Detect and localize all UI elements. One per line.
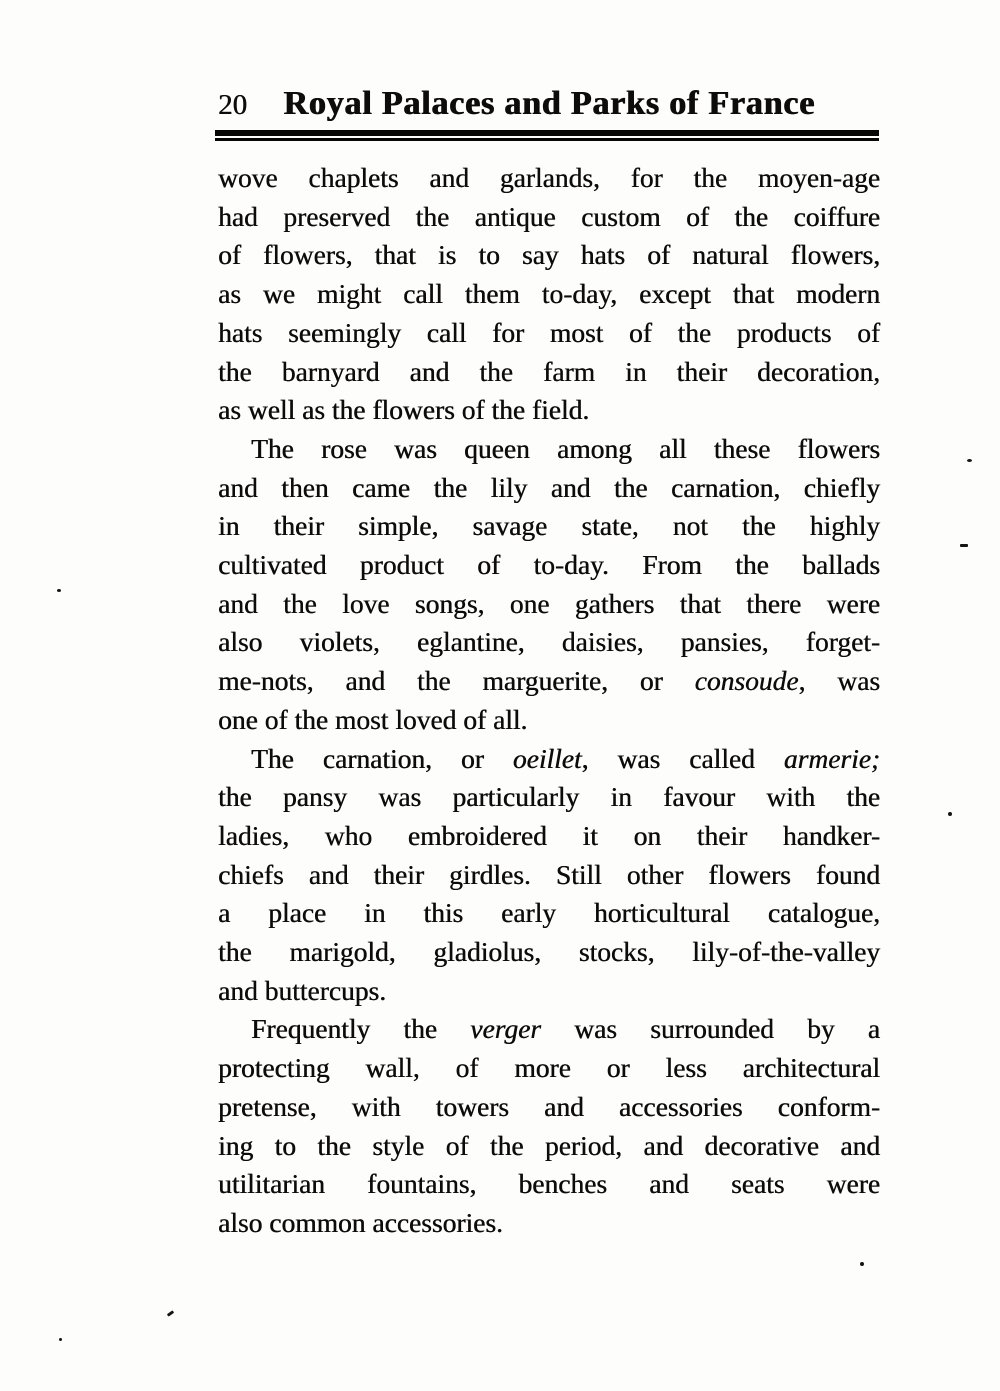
text-line [218,1204,880,1243]
text-segment: cultivated product of to-day. From the ballads [218,549,880,581]
text-line [218,933,880,972]
scan-speck [59,1338,62,1341]
text-segment: of flowers, that is to say hats of natural flowers, [218,239,880,271]
text-segment: , was called [581,742,784,774]
text-segment: hats seemingly call for most of the products of [218,316,880,348]
scan-speck [948,812,952,816]
scan-speck [57,589,61,592]
scan-speck [967,459,972,462]
text-segment: in their simple, savage state, not the highly [218,510,880,542]
italic-term: consoude [694,665,799,697]
text-segment: the barnyard and the farm in their decoration, [218,355,880,387]
text-line [218,817,880,856]
text-line [218,507,880,546]
text-line [218,585,880,624]
text-segment: wove chaplets and garlands, for the moyen-age [218,162,880,193]
page-number: 20 [218,89,247,121]
text-segment: chiefs and their girdles. Still other flowers found [218,858,880,890]
text-line [218,701,880,740]
body-text [218,159,880,1243]
text-segment: and the love songs, one gathers that there were [218,587,880,619]
text-line [218,198,880,237]
text-line [218,430,880,469]
text-line [218,391,880,430]
text-segment: had preserved the antique custom of the coiffure [218,200,880,232]
text-line [218,469,880,508]
text-segment: also violets, eglantine, daisies, pansies, forget- [218,626,880,658]
italic-term: oeillet [512,742,582,774]
italic-term: verger [470,1013,541,1045]
text-line [218,740,880,779]
text-segment: ladies, who embroidered it on their handker- [218,819,880,851]
text-line [218,275,880,314]
text-line [218,662,880,701]
text-segment: utilitarian fountains, benches and seats were [218,1168,880,1200]
text-segment: was surrounded by a [540,1013,880,1045]
text-line [218,353,880,392]
text-segment: also common accessories. [218,1206,503,1238]
double-rule [215,130,879,141]
text-line [218,894,880,933]
text-line [218,546,880,585]
text-segment: The rose was queen among all these flowers [251,432,880,464]
page-title: Royal Palaces and Parks of France [283,85,815,122]
text-segment: the marigold, gladiolus, stocks, lily-of-the-valley [218,936,880,968]
text-segment: and then came the lily and the carnation, chiefly [218,471,880,503]
italic-term: armerie; [783,742,881,774]
text-line [218,972,880,1011]
text-line [218,1010,880,1049]
text-line [218,1049,880,1088]
text-segment: the pansy was particularly in favour with the [218,781,880,813]
paragraph-3 [218,740,880,1011]
text-line [218,159,880,198]
text-segment: The carnation, or [251,742,513,774]
text-segment: a place in this early horticultural catalogue, [218,897,880,929]
text-line [218,1127,880,1166]
text-segment: protecting wall, of more or less architectural [218,1052,880,1084]
running-header [218,86,880,128]
text-line [218,236,880,275]
text-line [218,856,880,895]
paragraph-2 [218,430,880,740]
paragraph-1 [218,159,880,430]
rule-bottom-line [215,138,879,141]
text-segment: me-nots, and the marguerite, or [218,665,695,697]
text-line [218,1165,880,1204]
text-line [218,778,880,817]
text-segment: as well as the flowers of the field. [218,394,590,426]
text-line [218,314,880,353]
scan-speck [167,1310,174,1316]
scan-speck [960,544,968,547]
text-line [218,623,880,662]
text-segment: Frequently the [251,1013,471,1045]
text-segment: ing to the style of the period, and decorative and [218,1129,880,1161]
text-segment: and buttercups. [218,974,387,1006]
scan-speck [860,1262,864,1266]
text-segment: , was [798,665,880,697]
text-segment: as we might call them to-day, except that modern [218,278,880,310]
paragraph-4 [218,1010,880,1242]
text-segment: pretense, with towers and accessories conform- [218,1090,880,1122]
text-line [218,1088,880,1127]
text-segment: one of the most loved of all. [218,703,528,735]
